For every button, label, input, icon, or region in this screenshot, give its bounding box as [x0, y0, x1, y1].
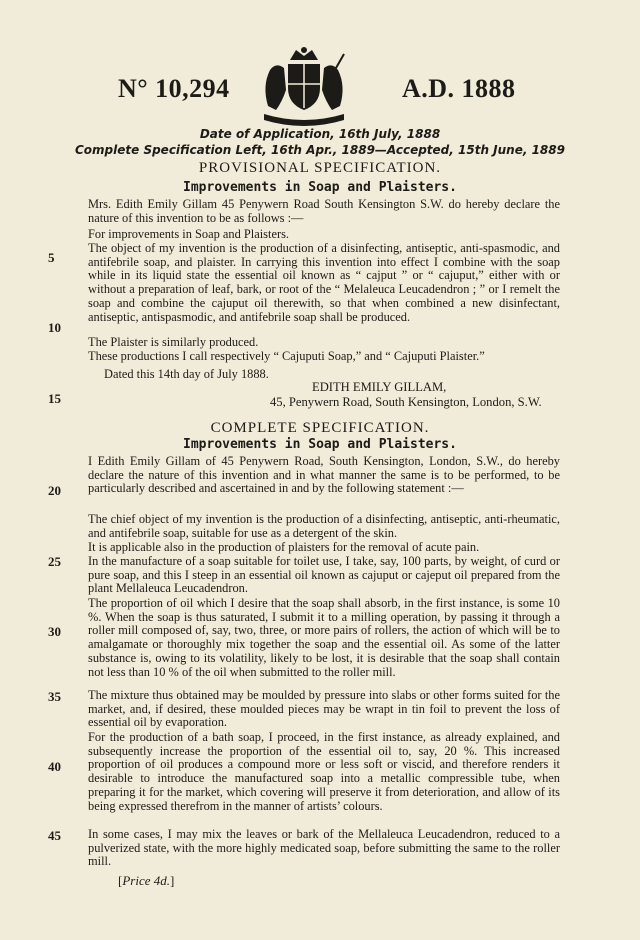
prov-para-intro: Mrs. Edith Emily Gillam 45 Penywern Road South Kensington S.W. do hereby declare the nature of this invention to be as follows :—: [88, 197, 560, 225]
line-number: 15: [48, 391, 61, 406]
line-number: 30: [48, 624, 61, 639]
provisional-title: Improvements in Soap and Plaisters.: [183, 180, 457, 195]
patent-number: N° 10,294: [118, 74, 230, 103]
line-number: 45: [48, 828, 61, 843]
comp-para-manufacture: In the manufacture of a soap suitable for toilet use, I take, say, 100 parts, by weight, of curd or pure soap, and this I steep in an essential oil known as cajuput or cajeput oil prepared from the plant Mellaleuca Leucadendron.: [88, 554, 560, 596]
line-number: 25: [48, 554, 61, 569]
price-note: [118, 873, 174, 889]
comp-para-mixture: The mixture thus obtained may be moulded by pressure into slabs or other forms suited for the market, and, if desired, these moulded pieces may be wrapt in tin foil to prevent the loss of essential oil by evaporation.: [88, 688, 560, 730]
comp-para-cases: In some cases, I may mix the leaves or bark of the Mellaleuca Leucadendron, reduced to a pulverized state, with the more highly medicated soap, before submitting the same to the roller mill.: [88, 827, 560, 869]
complete-heading: COMPLETE SPECIFICATION.: [210, 420, 430, 436]
prov-para-plaister: The Plaister is similarly produced.: [88, 335, 259, 349]
line-number: 40: [48, 759, 61, 774]
price-amount: 4d.: [153, 873, 170, 888]
price-label: Price: [122, 873, 151, 888]
comp-para-proportion: The proportion of oil which I desire that the soap shall absorb, in the first instance, is some 10 %. When the soap is thus saturated, I submit it to a milling operation, by passing it through a roller mill composed of, say, two, three, or more pairs of rollers, the action of which will be to amalgamate or thoroughly mix together the soap and the essential oil. As some of the latter substance is, owing to its volatility, likely to be lost, it is desirable that the soap shall contain not less than 10 % of the oil when submitted to the roller mill.: [88, 596, 560, 679]
line-number: 35: [48, 689, 61, 704]
patent-year: A.D. 1888: [402, 74, 516, 103]
prov-para-object: The object of my invention is the production of a disinfecting, antiseptic, anti-spasmodic, and antifebrile soap, and plaister. In carrying this invention into effect I combine with the soap while in its liquid state the essential oil known as “ cajput ” or “ cajuput,” either with or without a preparation of leaf, bark, or root of the “ Melaleuca Leucadendron ; ” or I remelt the soap and combine the cajuput oil therewith, so that when combined a new disinfectant, antiseptic, antispasmodic, and antifebrile soap shall be produced.: [88, 241, 560, 324]
prov-para-dated: Dated this 14th day of July 1888.: [104, 367, 269, 381]
specification-dates: Complete Specification Left, 16th Apr., 1889—Accepted, 15th June, 1889: [75, 143, 565, 157]
complete-title: Improvements in Soap and Plaisters.: [183, 437, 457, 452]
line-number: 20: [48, 483, 61, 498]
price-bracket-close: ]: [170, 873, 175, 888]
price-bracket-open: [: [118, 873, 123, 888]
comp-para-bath: For the production of a bath soap, I proceed, in the first instance, as already explained, and subsequently increase the proportion of the essential oil to, say, 20 %. This increased proportion of oil produces a compound more or less soft or viscid, and therefore renders it desirable to introduce the manufactured soap into a metallic compressible tube, when preparing it for the market, which covering will preserve it from deterioration, and allow of its being expressed therefrom in the manner of artists’ colours.: [88, 730, 560, 813]
prov-para-names: These productions I call respectively “ Cajuputi Soap,” and “ Cajuputi Plaister.”: [88, 349, 485, 363]
comp-para-applicable: It is applicable also in the production of plaisters for the removal of acute pain.: [88, 540, 480, 554]
date-of-application: Date of Application, 16th July, 1888: [199, 127, 441, 141]
signature-name: EDITH EMILY GILLAM,: [312, 380, 447, 394]
line-number: 10: [48, 320, 61, 335]
signature-address: 45, Penywern Road, South Kensington, London, S.W.: [270, 395, 542, 409]
royal-crest-icon: [252, 46, 356, 126]
application-dates: [70, 126, 570, 158]
header: [0, 46, 640, 126]
provisional-heading: PROVISIONAL SPECIFICATION.: [198, 160, 442, 176]
prov-para-for: For improvements in Soap and Plaisters.: [88, 227, 289, 241]
line-number: 5: [48, 250, 55, 265]
comp-para-object: The chief object of my invention is the production of a disinfecting, antiseptic, anti-rheumatic, and antifebrile soap, suitable for use as a detergent of the skin.: [88, 512, 560, 540]
comp-para-intro: I Edith Emily Gillam of 45 Penywern Road, South Kensington, London, S.W., do hereby declare the nature of this invention and in what manner the same is to be performed, to be particularly described and ascertained in and by the following statement :—: [88, 454, 560, 496]
